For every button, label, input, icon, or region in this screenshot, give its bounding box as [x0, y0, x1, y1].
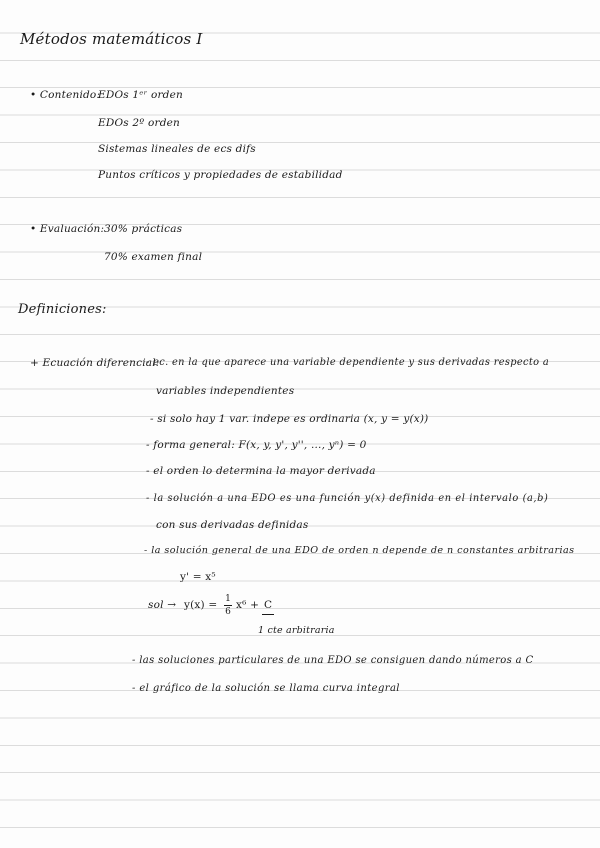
constant-note: 1 cte arbitraria: [258, 625, 335, 636]
definition-line: - el orden lo determina la mayor derivada: [146, 465, 376, 477]
definition-line: - la solución a una EDO es una función y(x) definida en el intervalo (a,b): [146, 493, 549, 504]
contenido-item: Sistemas lineales de ecs difs: [98, 143, 256, 155]
contenido-item: EDOs 2º orden: [98, 117, 181, 129]
solution-fraction: [224, 594, 232, 617]
evaluacion-item: 70% examen final: [104, 251, 203, 263]
fraction-denominator: 6: [225, 607, 231, 617]
example-equation: y' = x⁵: [180, 571, 216, 583]
evaluacion-label: • Evaluación:: [30, 223, 105, 235]
definition-line: variables independientes: [156, 385, 295, 397]
definition-line: - forma general: F(x, y, y', y'', ..., yⁿ) = 0: [146, 439, 367, 451]
solution-label: sol →: [148, 599, 177, 611]
fraction-bar: [224, 605, 232, 606]
arbitrary-constant: C: [264, 599, 273, 611]
definition-line: - las soluciones particulares de una EDO se consiguen dando números a C: [132, 655, 534, 666]
evaluacion-item: 30% prácticas: [104, 223, 183, 235]
contenido-item: Puntos críticos y propiedades de estabilidad: [98, 169, 343, 181]
solution-rhs: x⁶ +: [236, 599, 260, 611]
definition-line: - el gráfico de la solución se llama curva integral: [132, 683, 400, 694]
ecuacion-diferencial-label: + Ecuación diferencial:: [30, 357, 160, 369]
definition-line: - ec. en la que aparece una variable dependiente y sus derivadas respecto a: [146, 357, 550, 368]
solution-lhs: y(x) =: [184, 599, 218, 611]
constant-underline: [262, 614, 274, 615]
page-title: Métodos matemáticos I: [20, 30, 203, 48]
contenido-item: EDOs 1ᵉʳ orden: [98, 89, 183, 101]
fraction-numerator: 1: [225, 594, 231, 604]
contenido-label: • Contenido:: [30, 89, 101, 101]
definition-line: con sus derivadas definidas: [156, 519, 309, 531]
definiciones-heading: Definiciones:: [18, 302, 107, 317]
definition-line: - si solo hay 1 var. indepe es ordinaria (x, y = y(x)): [150, 413, 429, 425]
definition-line: - la solución general de una EDO de orden n depende de n constantes arbitrarias: [144, 545, 575, 556]
